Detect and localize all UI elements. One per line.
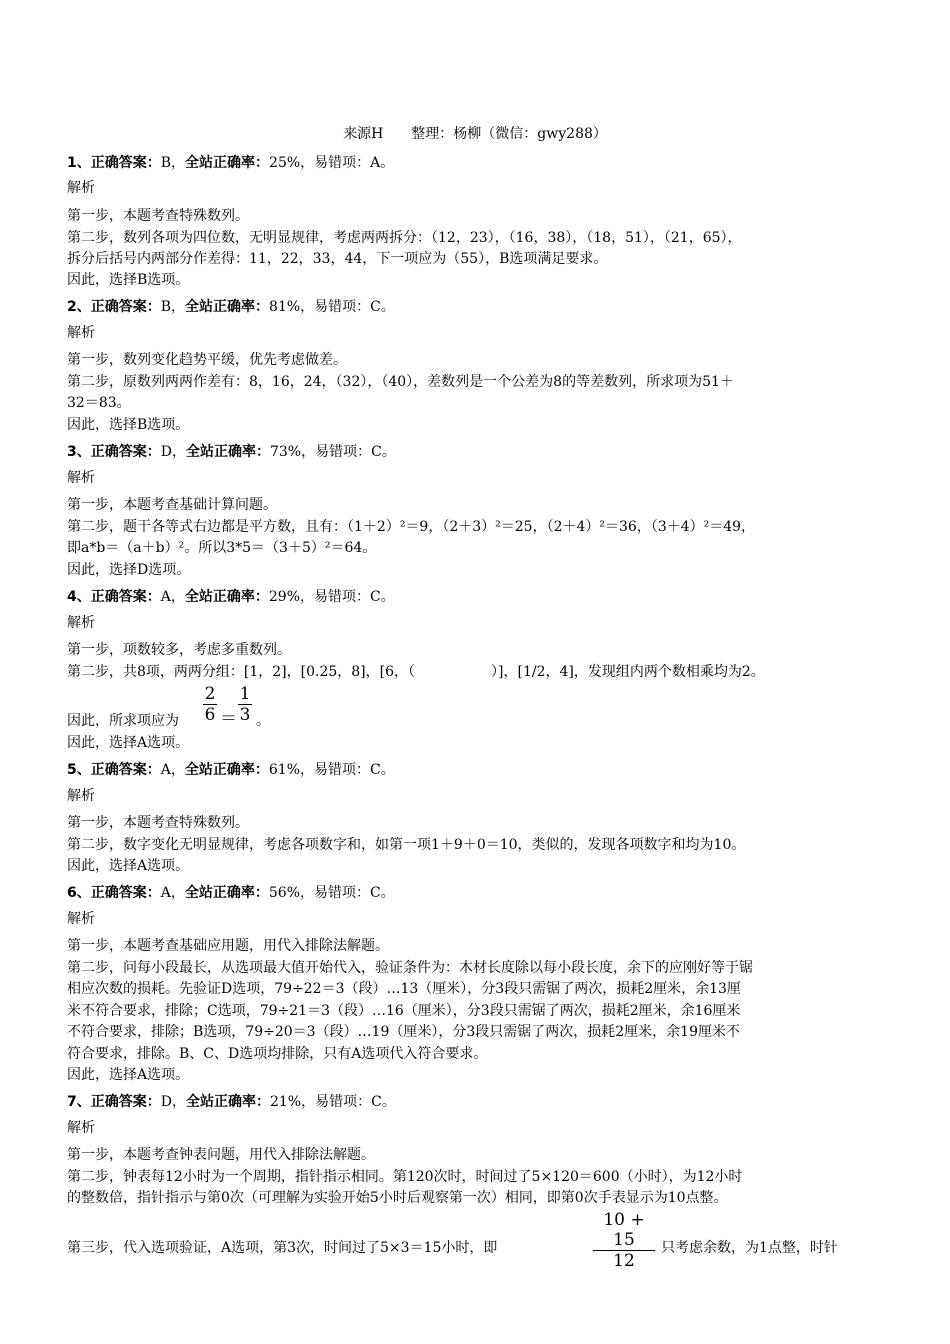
q1-analysis-heading: 解析 (67, 180, 95, 196)
q2-step2a: 第二步，原数列两两作差有：8，16，24，（32），（40），差数列是一个公差为8的等差数列，所求项为51＋ (67, 374, 734, 390)
q4-equals: ＝ (220, 709, 237, 729)
q3-step2b: 即a*b＝（a＋b）²。所以3*5＝（3＋5）²＝64。 (67, 540, 377, 556)
q6-step2d: 不符合要求，排除；B选项，79÷20＝3（段）…19（厘米），分3段只需锯了两次，损耗2厘米，余19厘米不 (67, 1024, 740, 1040)
q4-conclusion: 因此，选择A选项。 (67, 735, 190, 751)
q3-conclusion: 因此，选择D选项。 (67, 562, 191, 578)
q7-answer-line: 7、正确答案：D，全站正确率：21%，易错项：C。 (67, 1094, 396, 1110)
q3-answer-line: 3、正确答案：D，全站正确率：73%，易错项：C。 (67, 444, 396, 460)
q4-step3: 因此，所求项应为 (67, 713, 179, 729)
q6-answer-line: 6、正确答案：A，全站正确率：56%，易错项：C。 (67, 885, 395, 901)
q7-fraction-25-12: 10 + 15 12 (593, 1210, 655, 1271)
q6-step2e: 符合要求，排除。B、C、D选项均排除，只有A选项代入符合要求。 (67, 1046, 488, 1062)
q7-step3a: 第三步，代入选项验证，A选项，第3次，时间过了5×3＝15小时，即 (67, 1240, 498, 1256)
q4-fraction-2-6: 2 6 (204, 684, 216, 725)
q2-answer-line: 2、正确答案：B，全站正确率：81%，易错项：C。 (67, 299, 395, 315)
q5-conclusion: 因此，选择A选项。 (67, 858, 190, 874)
q7-step1: 第一步，本题考查钟表问题，用代入排除法解题。 (67, 1147, 375, 1163)
page-header: 来源H 整理：杨柳（微信：gwy288） (343, 126, 607, 142)
q2-analysis-heading: 解析 (67, 325, 95, 341)
q1-conclusion: 因此，选择B选项。 (67, 272, 190, 288)
q4-step3-end: 。 (256, 713, 270, 729)
q7-step3b: 只考虑余数，为1点整，时针 (661, 1240, 838, 1256)
q2-step1: 第一步，数列变化趋势平缓，优先考虑做差。 (67, 352, 347, 368)
q5-step1: 第一步，本题考查特殊数列。 (67, 815, 249, 831)
q7-step2a: 第二步，钟表每12小时为一个周期，指针指示相同。第120次时，时间过了5×120＝600（小时），为12小时 (67, 1169, 743, 1185)
q5-analysis-heading: 解析 (67, 788, 95, 804)
q1-step2b: 拆分后括号内两部分作差得：11，22，33，44，下一项应为（55），B选项满足要求。 (67, 251, 608, 267)
q6-step2a: 第二步，问每小段最长，从选项最大值开始代入，验证条件为：木材长度除以每小段长度，余下的应刚好等于锯 (67, 960, 753, 976)
q4-analysis-heading: 解析 (67, 615, 95, 631)
q6-step1: 第一步，本题考查基础应用题，用代入排除法解题。 (67, 938, 389, 954)
q1-step2a: 第二步，数列各项为四位数，无明显规律，考虑两两拆分：（12，23），（16，38），（18，51），（21，65）， (67, 230, 742, 246)
q3-step1: 第一步，本题考查基础计算问题。 (67, 497, 277, 513)
q6-conclusion: 因此，选择A选项。 (67, 1067, 190, 1083)
q6-analysis-heading: 解析 (67, 911, 95, 927)
q1-step1: 第一步，本题考查特殊数列。 (67, 208, 249, 224)
q4-fraction-1-3: 1 3 (239, 684, 251, 725)
q4-step1: 第一步，项数较多，考虑多重数列。 (67, 642, 291, 658)
q4-step2: 第二步，共8项，两两分组：[1，2]，[0.25，8]，[6，（ ）]，[1/2，4]，发现组内两个数相乘均为2。 (67, 664, 765, 680)
q3-step2a: 第二步，题干各等式右边都是平方数，且有：（1＋2）²＝9，（2＋3）²＝25，（2＋4）²＝36，（3＋4）²＝49， (67, 519, 756, 535)
q5-answer-line: 5、正确答案：A，全站正确率：61%，易错项：C。 (67, 762, 395, 778)
q6-step2c: 米不符合要求，排除；C选项，79÷21＝3（段）…16（厘米），分3段只需锯了两次，损耗2厘米，余16厘米 (67, 1003, 741, 1019)
q5-step2: 第二步，数字变化无明显规律，考虑各项数字和，如第一项1＋9＋0＝10，类似的，发现各项数字和均为10。 (67, 837, 746, 853)
q3-analysis-heading: 解析 (67, 470, 95, 486)
q6-step2b: 相应次数的损耗。先验证D选项，79÷22＝3（段）…13（厘米），分3段只需锯了两次，损耗2厘米，余13厘 (67, 981, 741, 997)
q7-analysis-heading: 解析 (67, 1120, 95, 1136)
q1-answer-line: 1、正确答案：B，全站正确率：25%，易错项：A。 (67, 155, 395, 171)
q2-step2b: 32＝83。 (67, 395, 131, 411)
q2-conclusion: 因此，选择B选项。 (67, 417, 190, 433)
q7-step2b: 的整数倍，指针指示与第0次（可理解为实验开始5小时后观察第一次）相同，即第0次手表显示为10点整。 (67, 1190, 728, 1206)
q4-answer-line: 4、正确答案：A，全站正确率：29%，易错项：C。 (67, 589, 395, 605)
